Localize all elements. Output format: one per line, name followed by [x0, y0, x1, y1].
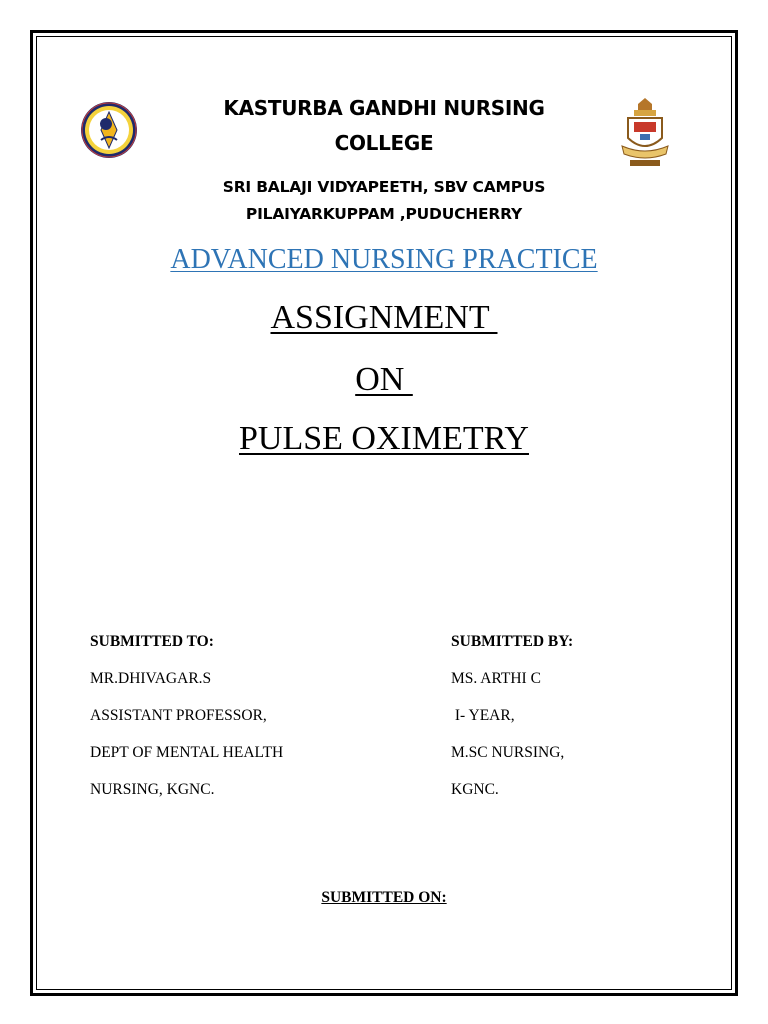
- subject-heading: ADVANCED NURSING PRACTICE: [170, 244, 598, 275]
- submitted-on-label: SUBMITTED ON:: [321, 889, 447, 906]
- title-line2-wrapper: [0, 361, 768, 399]
- submitted-to-block: [90, 631, 283, 816]
- submitted-to-heading: SUBMITTED TO:: [90, 633, 214, 650]
- submitted-to-line: MR.DHIVAGAR.S: [90, 670, 212, 687]
- submitted-to-line: DEPT OF MENTAL HEALTH: [90, 744, 284, 761]
- submitted-by-line: M.SC NURSING,: [451, 744, 565, 761]
- submitted-by-line: MS. ARTHI C: [451, 670, 541, 687]
- submitted-to-line: NURSING, KGNC.: [90, 781, 215, 798]
- campus-line1: SRI BALAJI VIDYAPEETH, SBV CAMPUS: [222, 178, 546, 196]
- submitted-by-heading: SUBMITTED BY:: [451, 633, 574, 650]
- title-topic: PULSE OXIMETRY: [239, 420, 529, 457]
- college-name-line2: COLLEGE: [334, 131, 434, 155]
- subject-wrapper: [0, 244, 768, 276]
- title-line1-wrapper: [0, 299, 768, 337]
- college-name-line1: KASTURBA GANDHI NURSING: [223, 96, 545, 120]
- submitted-by-line: KGNC.: [451, 781, 499, 798]
- title-assignment: ASSIGNMENT: [270, 299, 498, 336]
- submitted-by-line: I- YEAR,: [451, 707, 515, 724]
- title-on: ON: [355, 361, 413, 398]
- submitted-by-block: [451, 631, 573, 816]
- submitted-to-line: ASSISTANT PROFESSOR,: [90, 707, 267, 724]
- campus-line2: PILAIYARKUPPAM ,PUDUCHERRY: [245, 205, 523, 223]
- title-line3-wrapper: [0, 420, 768, 458]
